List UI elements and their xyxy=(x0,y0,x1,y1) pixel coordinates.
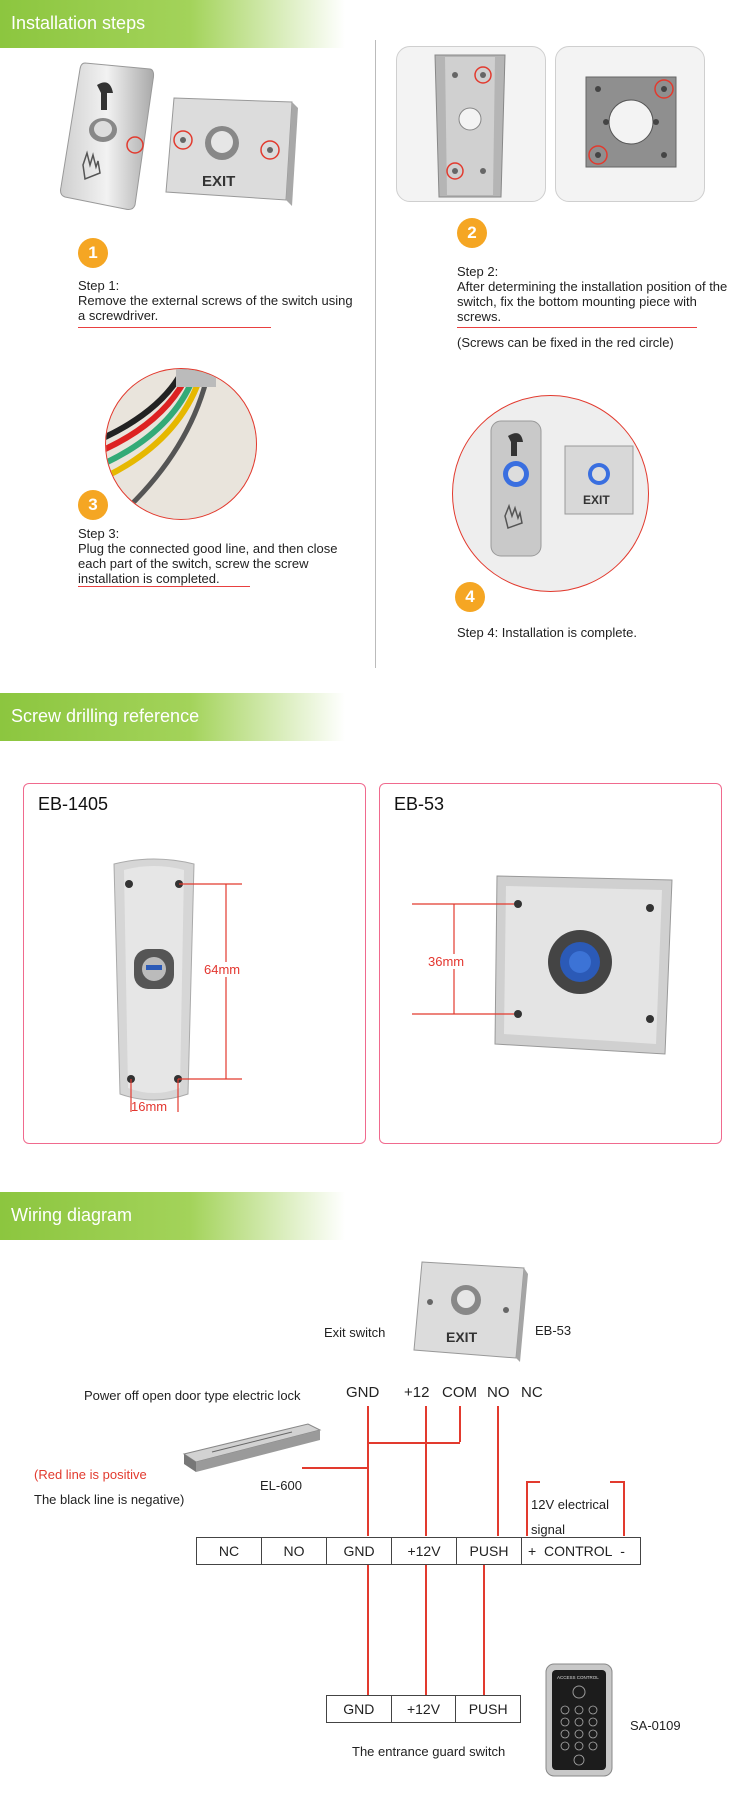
access-label: The entrance guard switch xyxy=(352,1744,506,1759)
wire-push-top xyxy=(497,1406,499,1536)
access-model-label: SA-0109 xyxy=(630,1718,681,1733)
step4-photo-installed xyxy=(452,395,649,592)
control-plus: + xyxy=(528,1543,537,1559)
wire-gnd-bottom xyxy=(367,1564,369,1696)
step1-body: Remove the external screws of the switch using a screwdriver. xyxy=(78,293,353,323)
wire-gnd-top xyxy=(367,1406,369,1536)
switch-term-nc: NC xyxy=(521,1384,543,1401)
controller-term-gnd: GND xyxy=(327,1538,392,1564)
signal-label-line2: signal xyxy=(531,1522,565,1537)
step3-title: Step 3: xyxy=(78,526,120,541)
switch-term-12: +12 xyxy=(404,1384,430,1401)
column-divider xyxy=(375,40,376,668)
signal-label-line1: 12V electrical xyxy=(531,1497,610,1512)
eb1405-drawing xyxy=(84,854,264,1114)
step3-text xyxy=(78,526,358,586)
step2-photo-narrow-base xyxy=(396,46,546,202)
wire-push-bottom xyxy=(483,1564,485,1696)
exit-label: EXIT xyxy=(202,173,236,190)
step3-badge: 3 xyxy=(78,490,108,520)
controller-terminal-row xyxy=(196,1537,641,1565)
eb53-height-label: 36mm xyxy=(428,954,465,969)
card-eb53 xyxy=(379,783,722,1144)
access-terminal-row xyxy=(326,1695,521,1723)
control-minus: - xyxy=(620,1543,625,1559)
lock-label: Power off open door type electric lock xyxy=(84,1388,301,1403)
section-header-installation xyxy=(0,0,345,48)
step3-body: Plug the connected good line, and then close each part of the switch, screw the screw installation is completed. xyxy=(78,541,338,586)
controller-term-control xyxy=(522,1538,637,1564)
switch-term-no: NO xyxy=(487,1384,510,1401)
exit-label-wiring: EXIT xyxy=(446,1329,478,1345)
wire-com-top xyxy=(459,1406,461,1442)
keypad-header: ACCESS CONTROL xyxy=(557,1675,599,1680)
wire-control-minus xyxy=(623,1481,625,1536)
red-line-note: (Red line is positive xyxy=(34,1467,147,1482)
wire-lock-gnd xyxy=(302,1467,368,1469)
section-title: Screw drilling reference xyxy=(11,706,200,726)
step2-photo-square-base xyxy=(555,46,705,202)
step2-body: After determining the installation position of the switch, fix the bottom mounting piece with screws. xyxy=(457,279,728,324)
step1-underline xyxy=(78,327,271,328)
step2-badge: 2 xyxy=(457,218,487,248)
eb1405-width-label: 16mm xyxy=(131,1099,168,1114)
step2-text xyxy=(457,264,737,324)
step1-photo-square-switch xyxy=(160,88,300,218)
step3-photo-wires xyxy=(105,368,257,520)
section-title: Installation steps xyxy=(11,13,146,33)
eb1405-title: EB-1405 xyxy=(38,794,109,814)
wire-com-gnd-link xyxy=(367,1442,460,1444)
eb1405-height-label: 64mm xyxy=(204,962,241,977)
step1-text xyxy=(78,278,358,323)
step4-badge: 4 xyxy=(455,582,485,612)
wire-control-plus-tick xyxy=(526,1481,540,1483)
wire-12v-bottom xyxy=(425,1564,427,1696)
controller-term-nc: NC xyxy=(197,1538,262,1564)
section-title: Wiring diagram xyxy=(11,1205,133,1225)
step2-note: (Screws can be fixed in the red circle) xyxy=(457,335,674,350)
step4-text: Step 4: Installation is complete. xyxy=(457,625,637,640)
exit-switch-label: Exit switch xyxy=(324,1325,386,1340)
step1-title: Step 1: xyxy=(78,278,120,293)
magnetic-lock-photo xyxy=(182,1416,322,1476)
lock-model-label: EL-600 xyxy=(260,1478,302,1493)
switch-term-com: COM xyxy=(442,1384,477,1401)
step3-underline xyxy=(78,586,250,587)
controller-term-push: PUSH xyxy=(457,1538,522,1564)
switch-term-gnd: GND xyxy=(346,1384,380,1401)
step2-title: Step 2: xyxy=(457,264,499,279)
eb53-model-label: EB-53 xyxy=(535,1323,572,1338)
access-term-12v: +12V xyxy=(392,1696,457,1722)
access-term-gnd: GND xyxy=(327,1696,392,1722)
wiring-exit-switch-photo xyxy=(408,1258,530,1366)
step1-badge: 1 xyxy=(78,238,108,268)
card-eb1405 xyxy=(23,783,366,1144)
wire-control-minus-tick xyxy=(610,1481,624,1483)
exit-label-step4: EXIT xyxy=(583,493,610,507)
keypad-photo xyxy=(544,1662,614,1778)
wire-control-plus xyxy=(526,1481,528,1536)
section-header-drilling xyxy=(0,693,345,741)
controller-term-12v: +12V xyxy=(392,1538,457,1564)
section-header-wiring xyxy=(0,1192,345,1240)
eb53-title: EB-53 xyxy=(394,794,445,814)
step2-underline xyxy=(457,327,697,328)
control-label: CONTROL xyxy=(543,1543,613,1559)
step1-photo-narrow-switch xyxy=(55,55,165,215)
wire-12v-top xyxy=(425,1406,427,1536)
access-term-push: PUSH xyxy=(468,1701,508,1717)
black-line-note: The black line is negative) xyxy=(34,1492,185,1507)
controller-term-no: NO xyxy=(262,1538,327,1564)
